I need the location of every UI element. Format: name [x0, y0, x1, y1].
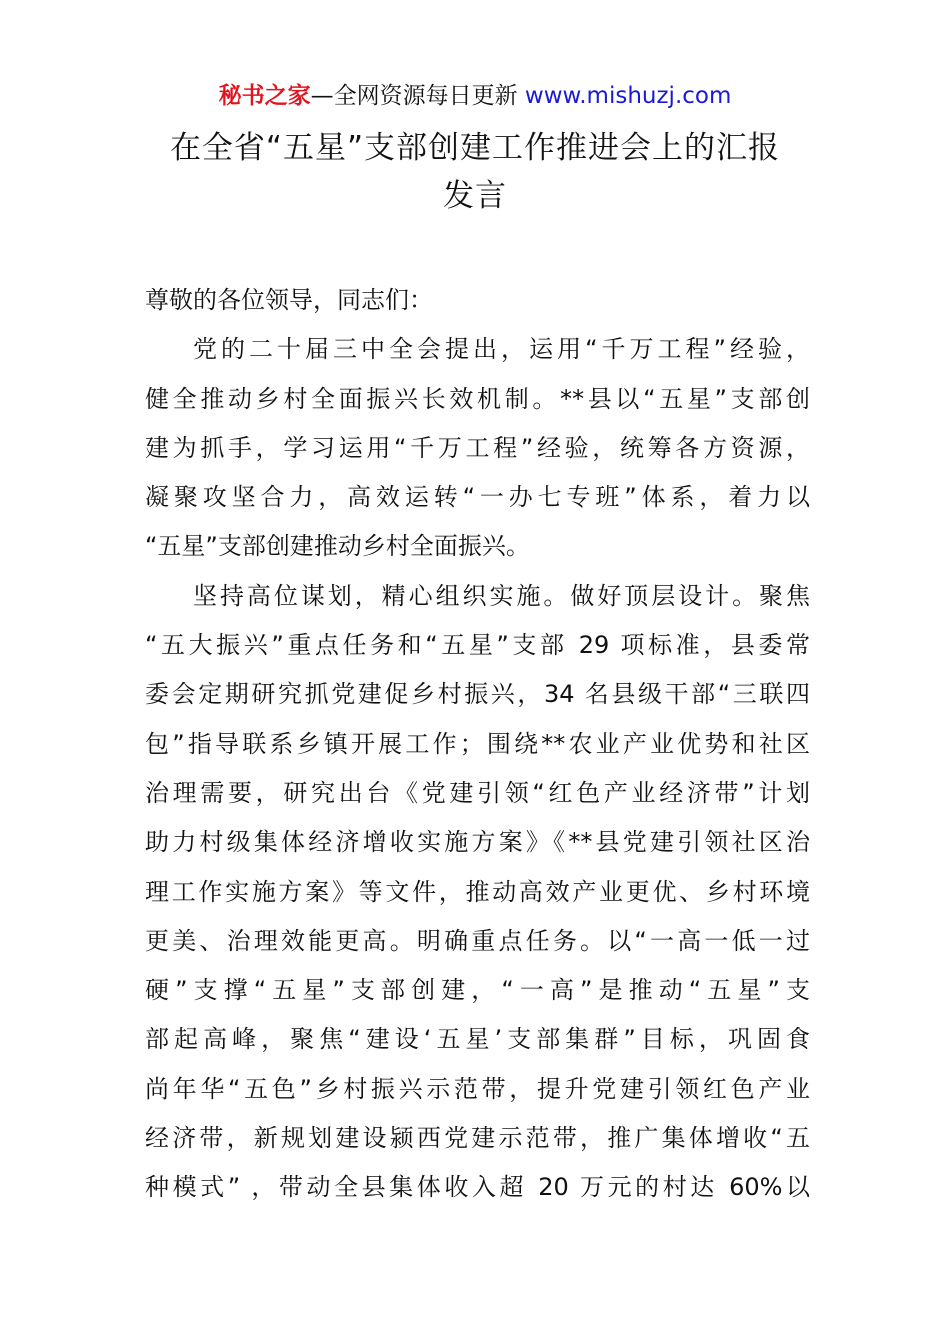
paragraph-line: 经济带，新规划建设颍西党建示范带，推广集体增收“五 [145, 1124, 810, 1153]
paragraph-line: 委会定期研究抓党建促乡村振兴，34 名县级干部“三联四 [145, 680, 810, 709]
site-url-link[interactable]: www.mishuzj.com [524, 83, 732, 109]
paragraph-line: “五星”支部创建推动乡村全面振兴。 [145, 532, 530, 561]
paragraph-line: 理工作实施方案》等文件，推动高效产业更优、乡村环境 [145, 877, 810, 906]
site-tagline: —全网资源每日更新 [310, 83, 518, 109]
paragraph-line: 助力村级集体经济增收实施方案》《**县党建引领社区治 [145, 828, 810, 857]
site-brand: 秘书之家 [218, 83, 311, 109]
title-line: 发言 [443, 178, 507, 214]
paragraph-line: 凝聚攻坚合力，高效运转“一办七专班”体系，着力以 [145, 483, 810, 512]
paragraph-line: 部起高峰，聚焦“建设‘五星’支部集群”目标，巩固食 [145, 1025, 810, 1054]
paragraph-line: 包”指导联系乡镇开展工作；围绕**农业产业优势和社区 [145, 729, 810, 758]
document-title [100, 124, 850, 220]
paragraph-line: 尚年华“五色”乡村振兴示范带，提升党建引领红色产业 [145, 1074, 810, 1103]
paragraph-line: 建为抓手，学习运用“千万工程”经验，统筹各方资源， [145, 433, 810, 462]
paragraph-line: 治理需要，研究出台《党建引领“红色产业经济带”计划 [145, 778, 810, 807]
paragraph-line: 种模式” ，带动全县集体收入超 20 万元的村达 60%以 [145, 1173, 810, 1202]
paragraph-line: “五大振兴”重点任务和“五星”支部 29 项标准，县委常 [145, 631, 810, 660]
paragraph-line: 党的二十届三中全会提出，运用“千万工程”经验， [193, 335, 810, 364]
title-line: 在全省“五星”支部创建工作推进会上的汇报 [169, 130, 781, 166]
document-body [145, 276, 810, 1213]
paragraph-line: 更美、治理效能更高。明确重点任务。以“一高一低一过 [145, 926, 810, 955]
site-header [0, 80, 950, 112]
paragraph-line: 健全推动乡村全面振兴长效机制。**县以“五星”支部创 [145, 384, 810, 413]
paragraph-line: 硬”支撑“五星”支部创建，“一高”是推动“五星”支 [145, 976, 810, 1005]
paragraph-line: 坚持高位谋划，精心组织实施。做好顶层设计。聚焦 [193, 581, 810, 610]
salutation: 尊敬的各位领导，同志们： [145, 286, 433, 314]
